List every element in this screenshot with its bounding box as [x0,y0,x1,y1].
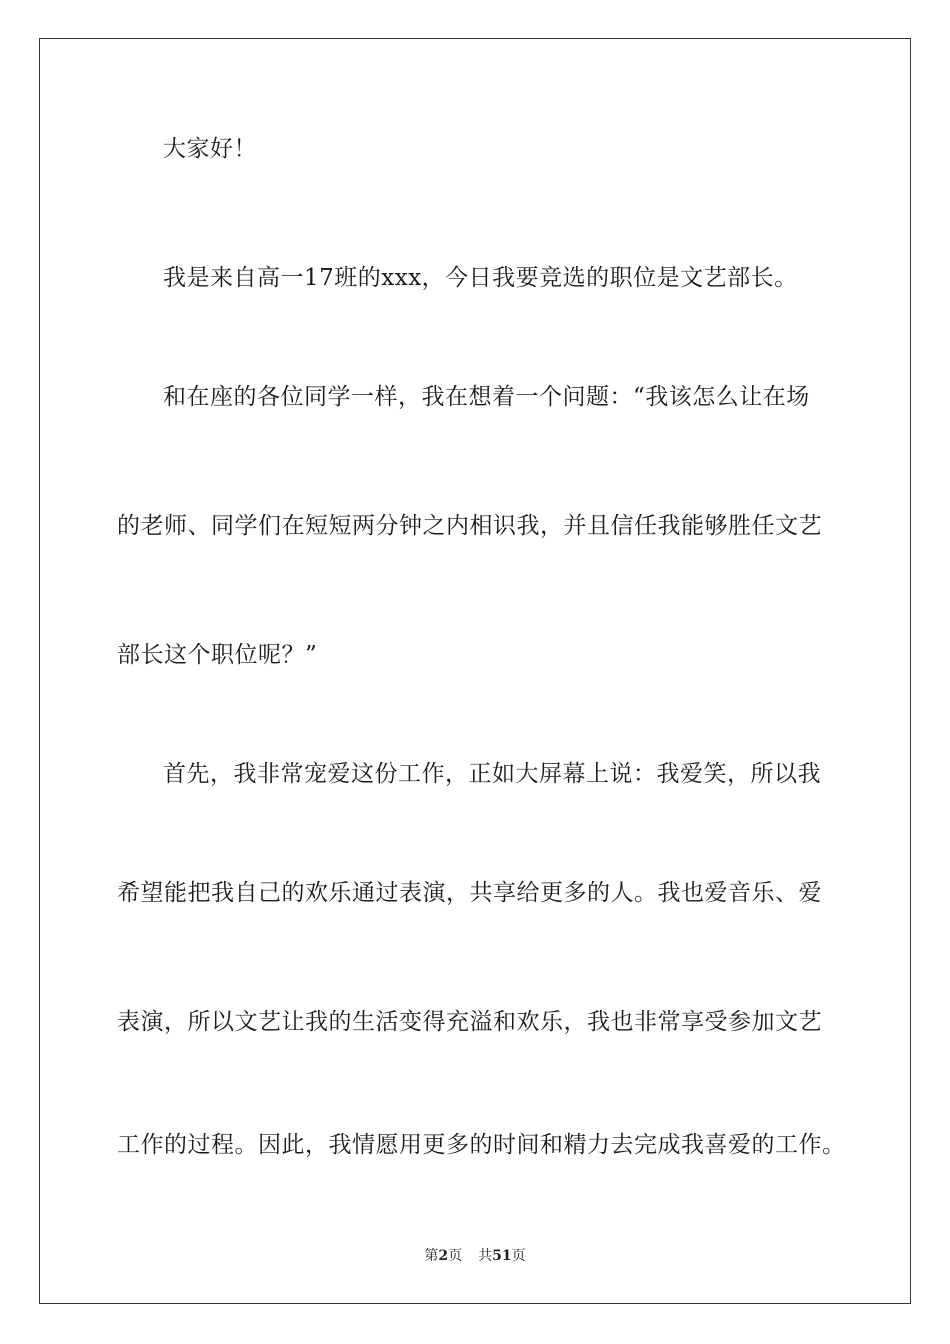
page-footer [0,1246,950,1266]
page-total: 51 [492,1248,512,1264]
paragraph-line: 我是来自高一17班的xxx，今日我要竞选的职位是文艺部长。 [163,265,798,291]
page-prefix: 第 [424,1248,439,1264]
paragraph-line: 和在座的各位同学一样，我在想着一个问题：“我该怎么让在场 [163,384,810,410]
paragraph-line: 的老师、同学们在短短两分钟之内相识我，并且信任我能够胜任文艺 [117,513,822,539]
paragraph-line: 大家好！ [163,136,257,162]
page-current: 2 [438,1248,449,1264]
paragraph-line: 工作的过程。因此，我情愿用更多的时间和精力去完成我喜爱的工作。 [117,1132,846,1158]
paragraph-line: 希望能把我自己的欢乐通过表演，共享给更多的人。我也爱音乐、爱 [117,880,822,906]
total-suffix: 页 [511,1248,526,1264]
paragraph-line: 首先，我非常宠爱这份工作，正如大屏幕上说：我爱笑，所以我 [163,761,821,787]
paragraph-line: 表演，所以文艺让我的生活变得充溢和欢乐，我也非常享受参加文艺 [117,1009,822,1035]
page-suffix: 页 [448,1248,463,1264]
total-prefix: 共 [478,1248,493,1264]
paragraph-line: 部长这个职位呢？” [117,642,318,668]
